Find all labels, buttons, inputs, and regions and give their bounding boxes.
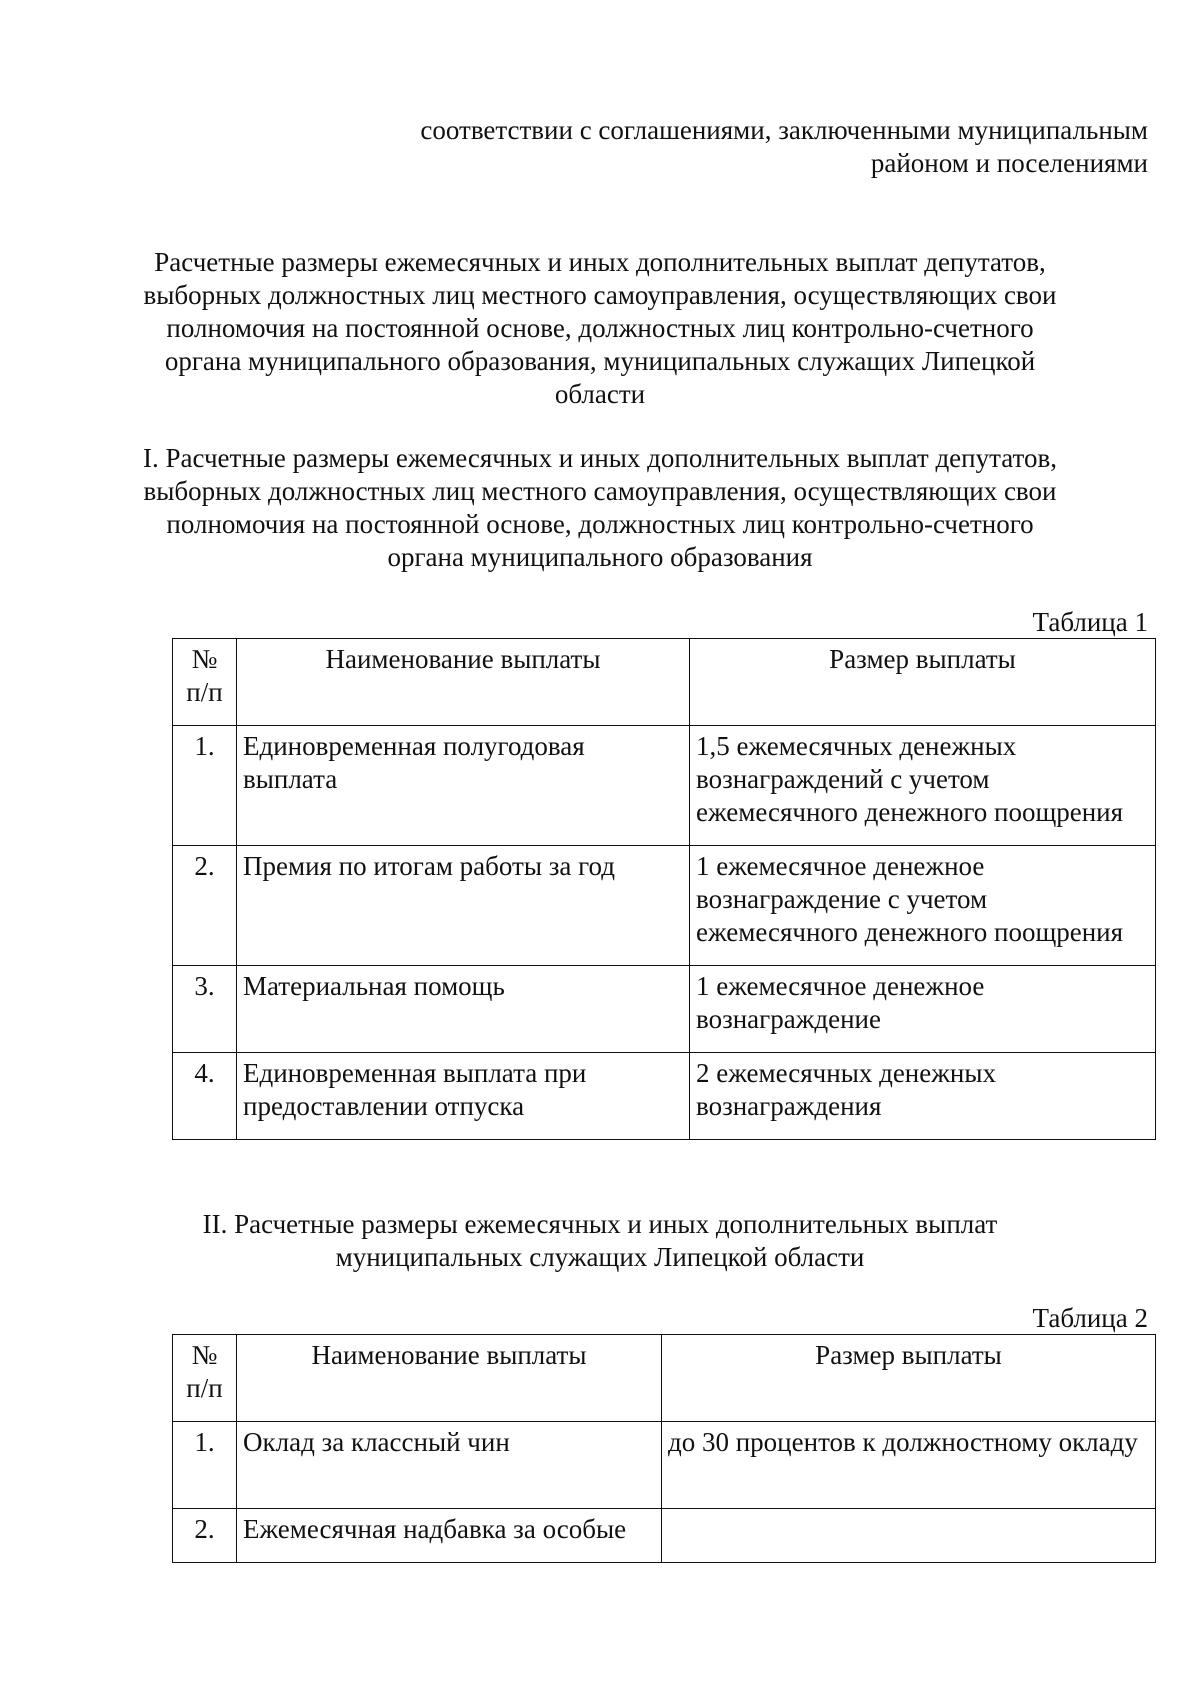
payment-size: 1,5 ежемесячных денежных вознаграждений с учетом ежемесячного денежного поощрения: [690, 726, 1156, 846]
intro-text: [348, 114, 1148, 180]
table-row: [173, 846, 1156, 966]
payment-name: Материальная помощь: [237, 966, 690, 1053]
title-line: области: [554, 379, 646, 409]
row-number: 2.: [173, 846, 237, 966]
table-1-caption: Таблица 1: [1032, 607, 1148, 637]
header-payment-name: Наименование выплаты: [237, 1335, 662, 1422]
section-title-line: муниципальных служащих Липецкой области: [335, 1242, 865, 1272]
title-line: Расчетные размеры ежемесячных и иных дополнительных выплат депутатов,: [154, 247, 1046, 277]
payments-table-2: [172, 1334, 1156, 1563]
payments-table-1: [172, 638, 1156, 1140]
title-line: полномочия на постоянной основе, должностных лиц контрольно-счетного: [166, 313, 1034, 343]
section-title-line: полномочия на постоянной основе, должностных лиц контрольно-счетного: [166, 509, 1034, 539]
row-number: 1.: [173, 1422, 237, 1509]
payment-size: 2 ежемесячных денежных вознаграждения: [690, 1053, 1156, 1140]
section-2-title: [130, 1208, 1070, 1274]
table-row: [173, 966, 1156, 1053]
intro-line: районом и поселениями: [870, 148, 1148, 178]
document-title: [130, 246, 1070, 411]
payment-size: 1 ежемесячное денежное вознаграждение с учетом ежемесячного денежного поощрения: [690, 846, 1156, 966]
table-row: [173, 1422, 1156, 1509]
table-header-row: [173, 1335, 1156, 1422]
payment-size: [662, 1509, 1156, 1563]
section-title-line: органа муниципального образования: [387, 542, 813, 572]
header-payment-name: Наименование выплаты: [237, 639, 690, 726]
payment-name: Единовременная выплата при предоставлении отпуска: [237, 1053, 690, 1140]
payment-name: Ежемесячная надбавка за особые: [237, 1509, 662, 1563]
table-row: [173, 1053, 1156, 1140]
table-2-caption: Таблица 2: [1032, 1303, 1148, 1333]
row-number: 4.: [173, 1053, 237, 1140]
title-line: выборных должностных лиц местного самоуправления, осуществляющих свои: [143, 280, 1057, 310]
row-number: 1.: [173, 726, 237, 846]
header-number: № п/п: [173, 1335, 237, 1422]
payment-name: Премия по итогам работы за год: [237, 846, 690, 966]
payment-size: до 30 процентов к должностному окладу: [662, 1422, 1156, 1509]
section-title-line: II. Расчетные размеры ежемесячных и иных дополнительных выплат: [202, 1209, 998, 1239]
table-row: [173, 1509, 1156, 1563]
payment-size: 1 ежемесячное денежное вознаграждение: [690, 966, 1156, 1053]
section-1-title: [130, 442, 1070, 574]
table-row: [173, 726, 1156, 846]
row-number: 2.: [173, 1509, 237, 1563]
payment-name: Единовременная полугодовая выплата: [237, 726, 690, 846]
header-payment-size: Размер выплаты: [690, 639, 1156, 726]
section-title-line: I. Расчетные размеры ежемесячных и иных дополнительных выплат депутатов,: [143, 443, 1057, 473]
table-header-row: [173, 639, 1156, 726]
header-payment-size: Размер выплаты: [662, 1335, 1156, 1422]
payment-name: Оклад за классный чин: [237, 1422, 662, 1509]
section-title-line: выборных должностных лиц местного самоуправления, осуществляющих свои: [143, 476, 1057, 506]
row-number: 3.: [173, 966, 237, 1053]
title-line: органа муниципального образования, муниципальных служащих Липецкой: [164, 346, 1036, 376]
intro-line: соответствии с соглашениями, заключенными муниципальным: [420, 115, 1148, 145]
header-number: № п/п: [173, 639, 237, 726]
